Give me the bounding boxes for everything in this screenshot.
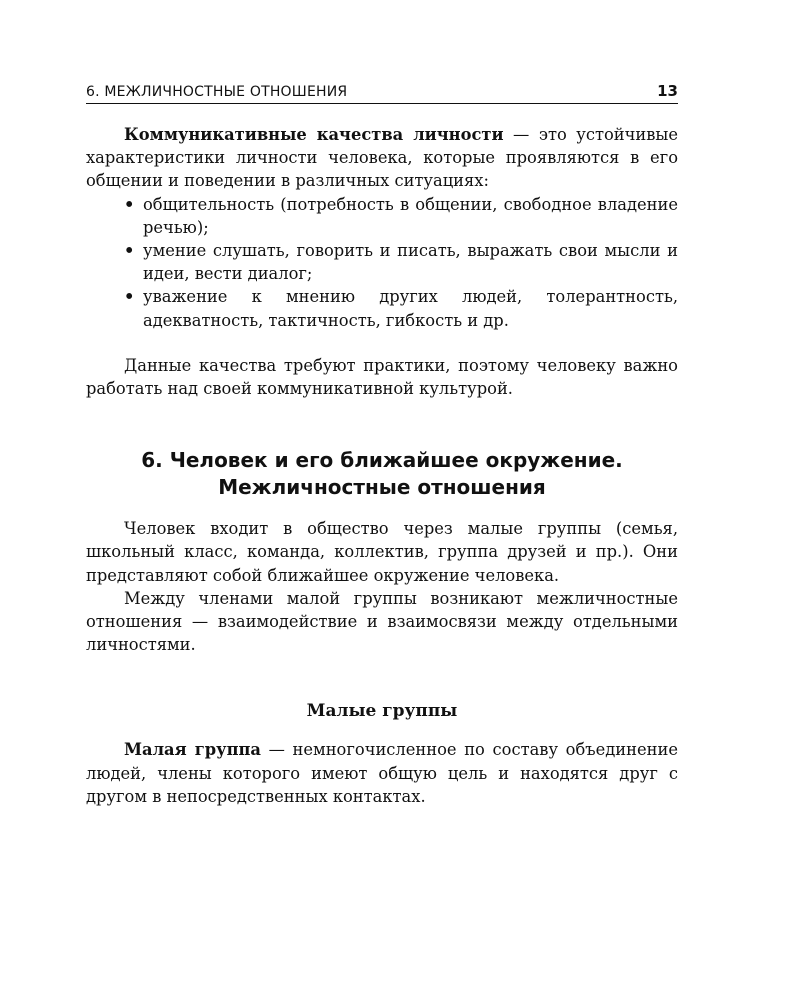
page-number: 13 bbox=[657, 82, 678, 100]
subsection-title: Малые группы bbox=[306, 701, 458, 722]
section-title-line-2: Межличностные отношения bbox=[218, 475, 546, 500]
intro-text: — это устойчивые характеристики личности человека, которые проявляются в его общении и поведении в различных ситуациях: bbox=[86, 125, 678, 191]
definition-text: — немногочисленное по составу объединение людей, члены которого имеют общую цель и находятся друг с другом в непосредственных контактах. bbox=[86, 740, 678, 806]
book-page bbox=[86, 82, 678, 808]
bullet-icon: • bbox=[124, 241, 135, 261]
bullet-icon: • bbox=[124, 287, 135, 307]
section-paragraph-1: Человек входит в общество через малые группы (семья, школьный класс, команда, коллектив, группа друзей и пр.). Они представляют собой ближайшее окружение человека. bbox=[86, 519, 678, 585]
list-item bbox=[124, 285, 678, 331]
page-header bbox=[86, 82, 678, 104]
list-item bbox=[124, 193, 678, 239]
list-item bbox=[124, 239, 678, 285]
intro-paragraph bbox=[86, 123, 678, 193]
running-head: 6. МЕЖЛИЧНОСТНЫЕ ОТНОШЕНИЯ bbox=[86, 84, 348, 100]
intro-term: Коммуникативные качества личности bbox=[124, 125, 504, 144]
section-title-line-1: 6. Человек и его ближайшее окружение. bbox=[141, 448, 623, 473]
definition-term: Малая группа bbox=[124, 740, 261, 760]
section-paragraph-2: Между членами малой группы возникают межличностные отношения — взаимодействие и взаимосвязи между отдельными личностями. bbox=[86, 588, 678, 655]
list-item-text: уважение к мнению других людей, толерантность, адекватность, тактичность, гибкость и др. bbox=[143, 287, 678, 330]
bullet-icon: • bbox=[124, 194, 135, 214]
practice-paragraph: Данные качества требуют практики, поэтому человеку важно работать над своей коммуникативной культурой. bbox=[86, 355, 678, 399]
qualities-list bbox=[86, 193, 678, 332]
section-title bbox=[86, 447, 678, 501]
list-item-text: общительность (потребность в общении, свободное владение речью); bbox=[143, 194, 678, 237]
definition-paragraph bbox=[86, 738, 678, 808]
list-item-text: умение слушать, говорить и писать, выражать свои мысли и идеи, вести диалог; bbox=[143, 241, 678, 284]
